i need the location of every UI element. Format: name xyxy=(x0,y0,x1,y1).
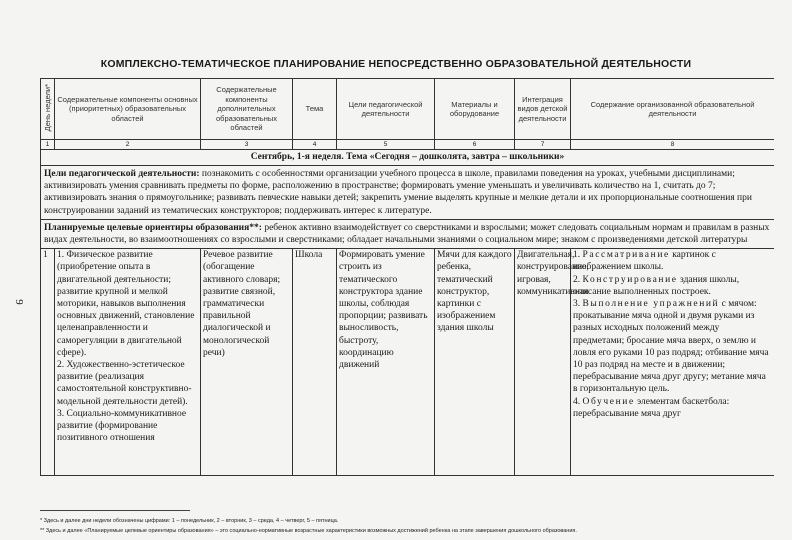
main-content-item: 2. Художественно-эстетическое развитие (реализация самостоятельной конструктивно-модельной деятельности детей). xyxy=(57,360,192,407)
org-content-item: 2. Конструирование здания школы, описание выполненных построек. xyxy=(573,274,740,297)
column-number: 4 xyxy=(293,140,337,150)
column-number: 8 xyxy=(571,140,775,150)
materials-cell: Мячи для каждого ребенка, тематический конструктор, картинки с изображением здания школы xyxy=(435,249,515,476)
column-number: 3 xyxy=(201,140,293,150)
footnote-divider xyxy=(40,510,190,511)
column-number: 7 xyxy=(515,140,571,150)
header-goals: Цели педагогической деятельности xyxy=(337,79,435,140)
main-content-item: 1. Физическое развитие (приобретение опыта в двигательной деятельности; развитие крупной и мелкой моторики, навыков выполнения основных движений, становление целенаправленности и саморегуляции в двигательной сфере). xyxy=(57,250,195,358)
column-number-row xyxy=(41,140,775,150)
column-number: 1 xyxy=(41,140,55,150)
column-number: 5 xyxy=(337,140,435,150)
org-content-item: 3. Выполнение упражнений с мячом: прокатывание мяча одной и двумя руками из разных исходных положений между предметами; бросание мяча вверх, о землю и ловля его руками 10 раз подряд; отбивание мяча 10 раз подряд на месте и в движении; перебрасывание мяча друг другу; метание мяча в горизонтальную цель. xyxy=(573,299,769,395)
column-number: 6 xyxy=(435,140,515,150)
targets-text: ребенок активно взаимодействует со сверстниками и взрослыми; может следовать социальным нормам и правилам в разных видах деятельности, во взаимоотношениях со взрослыми и сверстниками; обладает начальными знаниями о социальном мире; знаком с произведениями детской литературы xyxy=(44,222,770,246)
goals-row xyxy=(41,166,775,220)
planning-table xyxy=(40,78,774,476)
goals-label: Цели педагогической деятельности: xyxy=(44,169,200,179)
goals-cell xyxy=(41,166,775,220)
additional-content-cell: Речевое развитие (обогащение активного словаря; развитие связной, грамматически правильной диалогической и монологической речи) xyxy=(201,249,293,476)
org-content-item: 4. Обучение элементам баскетбола: перебрасывание мяча друг xyxy=(573,396,730,419)
header-org-content: Содержание организованной образовательной деятельности xyxy=(571,79,775,140)
integration-cell: Двигательная, конструирование, игровая, коммуникативная xyxy=(515,249,571,476)
goals-text: познакомить с особенностями организации учебного процесса в школе, правилами поведения на уроках, учебными дисциплинами; активизировать умения сравнивать предметы по форме, расположению в пространстве; формировать умение уменьшать и увеличивать количество на 1, считать до 7; активизировать знания о прямоугольнике; развивать певческие навыки детей; закрепить умение выделять крупные и мелкие детали и их пропорциональные соотношения при конструировании заданий из тематических конструкторов; поддерживать интерес к литературе. xyxy=(44,169,752,216)
header-day: День недели* xyxy=(41,79,55,140)
goals-detail-cell: Формировать умение строить из тематического конструктора здание школы, соблюдая пропорции; развивать выносливость, быстроту, координацию движений xyxy=(337,249,435,476)
header-additional-content: Содержательные компоненты дополнительных образовательных областей xyxy=(201,79,293,140)
column-number: 2 xyxy=(55,140,201,150)
header-theme: Тема xyxy=(293,79,337,140)
header-materials: Материалы и оборудование xyxy=(435,79,515,140)
week-row xyxy=(41,150,775,166)
header-integration: Интеграция видов детской деятельности xyxy=(515,79,571,140)
day-row xyxy=(41,249,775,476)
main-content-item: 3. Социально-коммуникативное развитие (формирование позитивного отношения xyxy=(57,408,187,444)
footnote: * Здесь и далее дни недели обозначены цифрами: 1 – понедельник, 2 – вторник, 3 – среда, 4 – четверг, 5 – пятница. xyxy=(40,518,339,524)
targets-cell xyxy=(41,219,775,248)
main-content-cell xyxy=(55,249,201,476)
theme-cell: Школа xyxy=(293,249,337,476)
day-cell: 1 xyxy=(41,249,55,476)
targets-label: Планируемые целевые ориентиры образования**: xyxy=(44,222,262,233)
org-content-cell xyxy=(571,249,775,476)
footnote: ** Здесь и далее «Планируемые целевые ориентиры образования» – это социально-нормативные возрастные характеристики возможных достижений ребенка на этапе завершения дошкольного образования. xyxy=(40,528,577,534)
page-number: 9 xyxy=(12,299,25,305)
week-title: Сентябрь, 1-я неделя. Тема «Сегодня – дошколята, завтра – школьники» xyxy=(41,150,775,166)
header-row xyxy=(41,79,775,140)
header-main-content: Содержательные компоненты основных (приоритетных) образовательных областей xyxy=(55,79,201,140)
page-title: КОМПЛЕКСНО-ТЕМАТИЧЕСКОЕ ПЛАНИРОВАНИЕ НЕПОСРЕДСТВЕННО ОБРАЗОВАТЕЛЬНОЙ ДЕЯТЕЛЬНОСТИ xyxy=(100,58,692,70)
targets-row xyxy=(41,219,775,248)
org-content-item: 1. Рассматривание картинок с изображением школы. xyxy=(573,250,716,273)
planning-table-frame xyxy=(40,78,774,494)
